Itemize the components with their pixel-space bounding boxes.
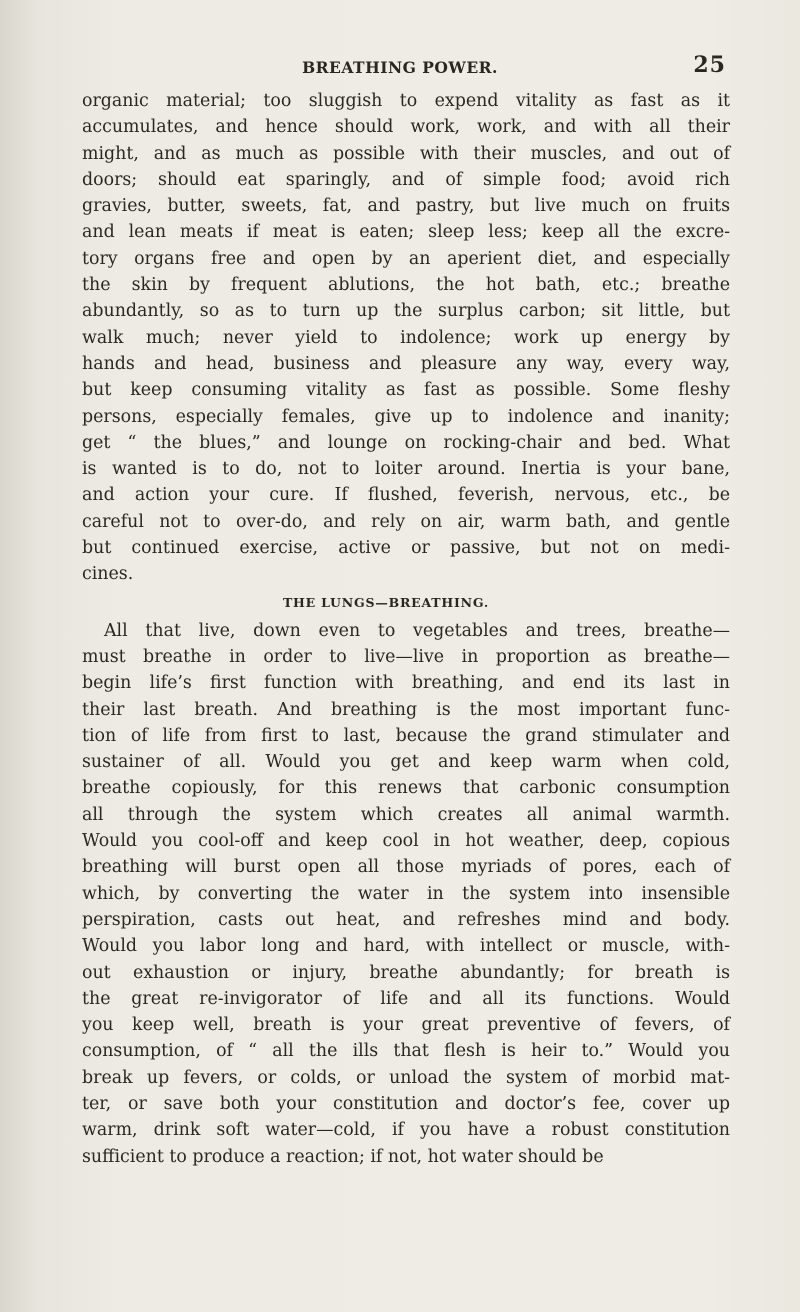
text-line: get “ the blues,” and lounge on rocking-chair and bed. What [82, 432, 730, 453]
text-line: tory organs free and open by an aperient diet, and especially [82, 248, 730, 269]
text-line: abundantly, so as to turn up the surplus carbon; sit little, but [82, 301, 730, 322]
running-title: BREATHING POWER. [302, 58, 498, 77]
text-line: tion of life from first to last, because the grand stimulater and [82, 725, 730, 746]
text-line: All that live, down even to vegetables and trees, breathe— [104, 620, 730, 641]
text-line: but keep consuming vitality as fast as possible. Some fleshy [82, 380, 730, 401]
section-heading: THE LUNGS—BREATHING. [282, 594, 490, 610]
text-line: but continued exercise, active or passive, but not on medi- [82, 538, 730, 559]
text-line: breathing will burst open all those myriads of pores, each of [82, 857, 730, 878]
text-line: which, by converting the water in the system into insensible [82, 883, 730, 904]
body-text [82, 88, 730, 1170]
text-line: perspiration, casts out heat, and refreshes mind and body. [82, 909, 730, 930]
page-header [0, 52, 800, 82]
text-line: their last breath. And breathing is the most important func- [82, 699, 730, 720]
text-line: consumption, of “ all the ills that flesh is heir to.” Would you [82, 1041, 730, 1062]
text-line: and action your cure. If flushed, feverish, nervous, etc., be [82, 485, 730, 506]
text-line: sufficient to produce a reaction; if not, hot water should be [82, 1146, 604, 1167]
page-number: 25 [693, 52, 726, 78]
text-line: must breathe in order to live—live in proportion as breathe— [82, 646, 730, 667]
text-line: Would you cool-off and keep cool in hot weather, deep, copious [82, 831, 730, 852]
text-line: might, and as much as possible with their muscles, and out of [82, 143, 730, 164]
text-line: persons, especially females, give up to indolence and inanity; [82, 406, 730, 427]
text-line: careful not to over-do, and rely on air, warm bath, and gentle [82, 511, 730, 532]
text-line: out exhaustion or injury, breathe abundantly; for breath is [82, 962, 730, 983]
text-line: sustainer of all. Would you get and keep warm when cold, [82, 752, 730, 773]
text-line: doors; should eat sparingly, and of simple food; avoid rich [82, 169, 730, 190]
text-line: organic material; too sluggish to expend vitality as fast as it [82, 91, 730, 111]
text-line: all through the system which creates all animal warmth. [82, 804, 730, 825]
paragraph-2 [82, 618, 730, 1170]
text-line: walk much; never yield to indolence; work up energy by [82, 327, 730, 348]
text-line: begin life’s first function with breathing, and end its last in [82, 673, 730, 694]
text-line: the skin by frequent ablutions, the hot bath, etc.; breathe [82, 275, 730, 296]
text-line: Would you labor long and hard, with intellect or muscle, with- [82, 936, 730, 957]
text-line: breathe copiously, for this renews that carbonic consumption [82, 778, 730, 799]
text-line: is wanted is to do, not to loiter around. Inertia is your bane, [82, 459, 730, 480]
text-line: warm, drink soft water—cold, if you have a robust constitution [82, 1120, 730, 1141]
text-line: gravies, butter, sweets, fat, and pastry, but live much on fruits [82, 196, 730, 217]
paragraph-1 [82, 88, 730, 588]
text-line: hands and head, business and pleasure any way, every way, [82, 353, 730, 374]
text-line: cines. [82, 564, 134, 585]
text-line: break up fevers, or colds, or unload the system of morbid mat- [82, 1067, 730, 1088]
text-line: and lean meats if meat is eaten; sleep less; keep all the excre- [82, 222, 730, 243]
text-line: accumulates, and hence should work, work, and with all their [82, 117, 730, 138]
text-line: ter, or save both your constitution and doctor’s fee, cover up [82, 1093, 730, 1114]
text-line: the great re-invigorator of life and all its functions. Would [82, 988, 730, 1009]
text-line: you keep well, breath is your great preventive of fevers, of [82, 1015, 730, 1036]
